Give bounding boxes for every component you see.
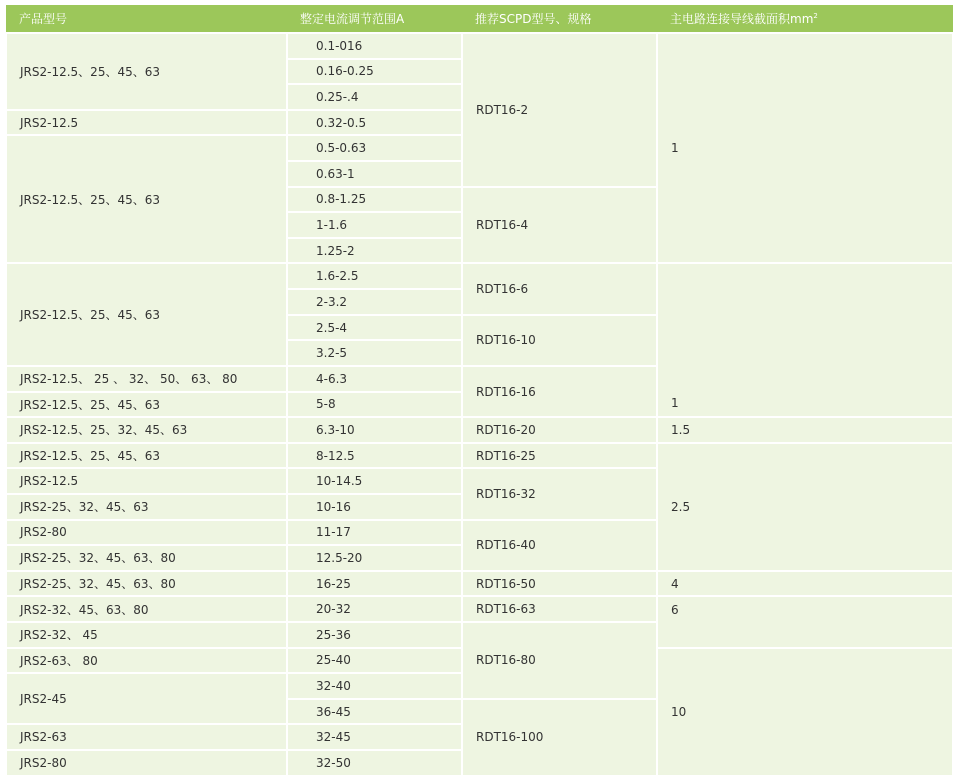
model-cell: JRS2-12.5、25、45、63 [6,443,287,469]
spec-table [5,5,954,777]
scpd-cell: RDT16-10 [462,315,657,366]
scpd-cell: RDT16-32 [462,468,657,519]
current-cell: 0.8-1.25 [287,187,462,213]
model-cell: JRS2-12.5、25、32、45、63 [6,417,287,443]
scpd-cell: RDT16-2 [462,33,657,187]
model-cell: JRS2-25、32、45、63、80 [6,545,287,571]
current-cell: 1.25-2 [287,238,462,264]
current-cell: 16-25 [287,571,462,597]
current-cell: 3.2-5 [287,340,462,366]
current-cell: 1.6-2.5 [287,263,462,289]
header-current: 整定电流调节范围A [287,5,462,33]
scpd-cell: RDT16-50 [462,571,657,597]
current-cell: 0.25-.4 [287,84,462,110]
header-model: 产品型号 [6,5,287,33]
current-cell: 0.5-0.63 [287,135,462,161]
model-cell: JRS2-12.5、25、45、63 [6,392,287,418]
scpd-cell: RDT16-25 [462,443,657,469]
current-cell: 8-12.5 [287,443,462,469]
header-scpd: 推荐SCPD型号、规格 [462,5,657,33]
scpd-cell: RDT16-100 [462,699,657,776]
area-cell: 6 [657,596,953,647]
model-cell: JRS2-45 [6,673,287,724]
header-area [657,5,953,33]
current-cell: 32-45 [287,724,462,750]
scpd-cell: RDT16-20 [462,417,657,443]
current-cell: 4-6.3 [287,366,462,392]
scpd-cell: RDT16-63 [462,596,657,622]
current-cell: 2-3.2 [287,289,462,315]
current-cell: 25-36 [287,622,462,648]
table-row [6,596,953,622]
area-cell: 1.5 [657,417,953,443]
current-cell: 32-40 [287,673,462,699]
area-cell: 10 [657,648,953,776]
model-cell: JRS2-63、 80 [6,648,287,674]
area-cell: 4 [657,571,953,597]
header-area-superscript: 2 [813,12,818,20]
header-area-label: 主电路连接导线截面积mm [670,12,814,26]
model-cell: JRS2-12.5、 25 、 32、 50、 63、 80 [6,366,287,392]
current-cell: 5-8 [287,392,462,418]
model-cell: JRS2-32、45、63、80 [6,596,287,622]
scpd-cell: RDT16-16 [462,366,657,417]
current-cell: 1-1.6 [287,212,462,238]
area-cell: 2.5 [657,443,953,571]
current-cell: 0.16-0.25 [287,59,462,85]
current-cell: 0.1-016 [287,33,462,59]
table-row [6,443,953,469]
current-cell: 36-45 [287,699,462,725]
current-cell: 6.3-10 [287,417,462,443]
model-cell: JRS2-12.5 [6,468,287,494]
current-cell: 25-40 [287,648,462,674]
current-cell: 10-14.5 [287,468,462,494]
area-cell: 1 [657,33,953,263]
model-cell: JRS2-12.5、25、45、63 [6,135,287,263]
current-cell: 0.63-1 [287,161,462,187]
scpd-cell: RDT16-40 [462,520,657,571]
model-cell: JRS2-80 [6,750,287,776]
model-cell: JRS2-12.5 [6,110,287,136]
model-cell: JRS2-80 [6,520,287,546]
model-cell: JRS2-32、 45 [6,622,287,648]
model-cell: JRS2-63 [6,724,287,750]
scpd-cell: RDT16-4 [462,187,657,264]
model-cell: JRS2-25、32、45、63、80 [6,571,287,597]
current-cell: 20-32 [287,596,462,622]
current-cell: 12.5-20 [287,545,462,571]
current-cell: 11-17 [287,520,462,546]
current-cell: 10-16 [287,494,462,520]
model-cell: JRS2-25、32、45、63 [6,494,287,520]
header-row [6,5,953,33]
current-cell: 0.32-0.5 [287,110,462,136]
model-cell: JRS2-12.5、25、45、63 [6,33,287,110]
table-row [6,33,953,59]
area-cell: 1 [657,263,953,417]
table-row [6,417,953,443]
table-row [6,263,953,289]
current-cell: 32-50 [287,750,462,776]
current-cell: 2.5-4 [287,315,462,341]
table-row [6,571,953,597]
scpd-cell: RDT16-6 [462,263,657,314]
model-cell: JRS2-12.5、25、45、63 [6,263,287,365]
scpd-cell: RDT16-80 [462,622,657,699]
